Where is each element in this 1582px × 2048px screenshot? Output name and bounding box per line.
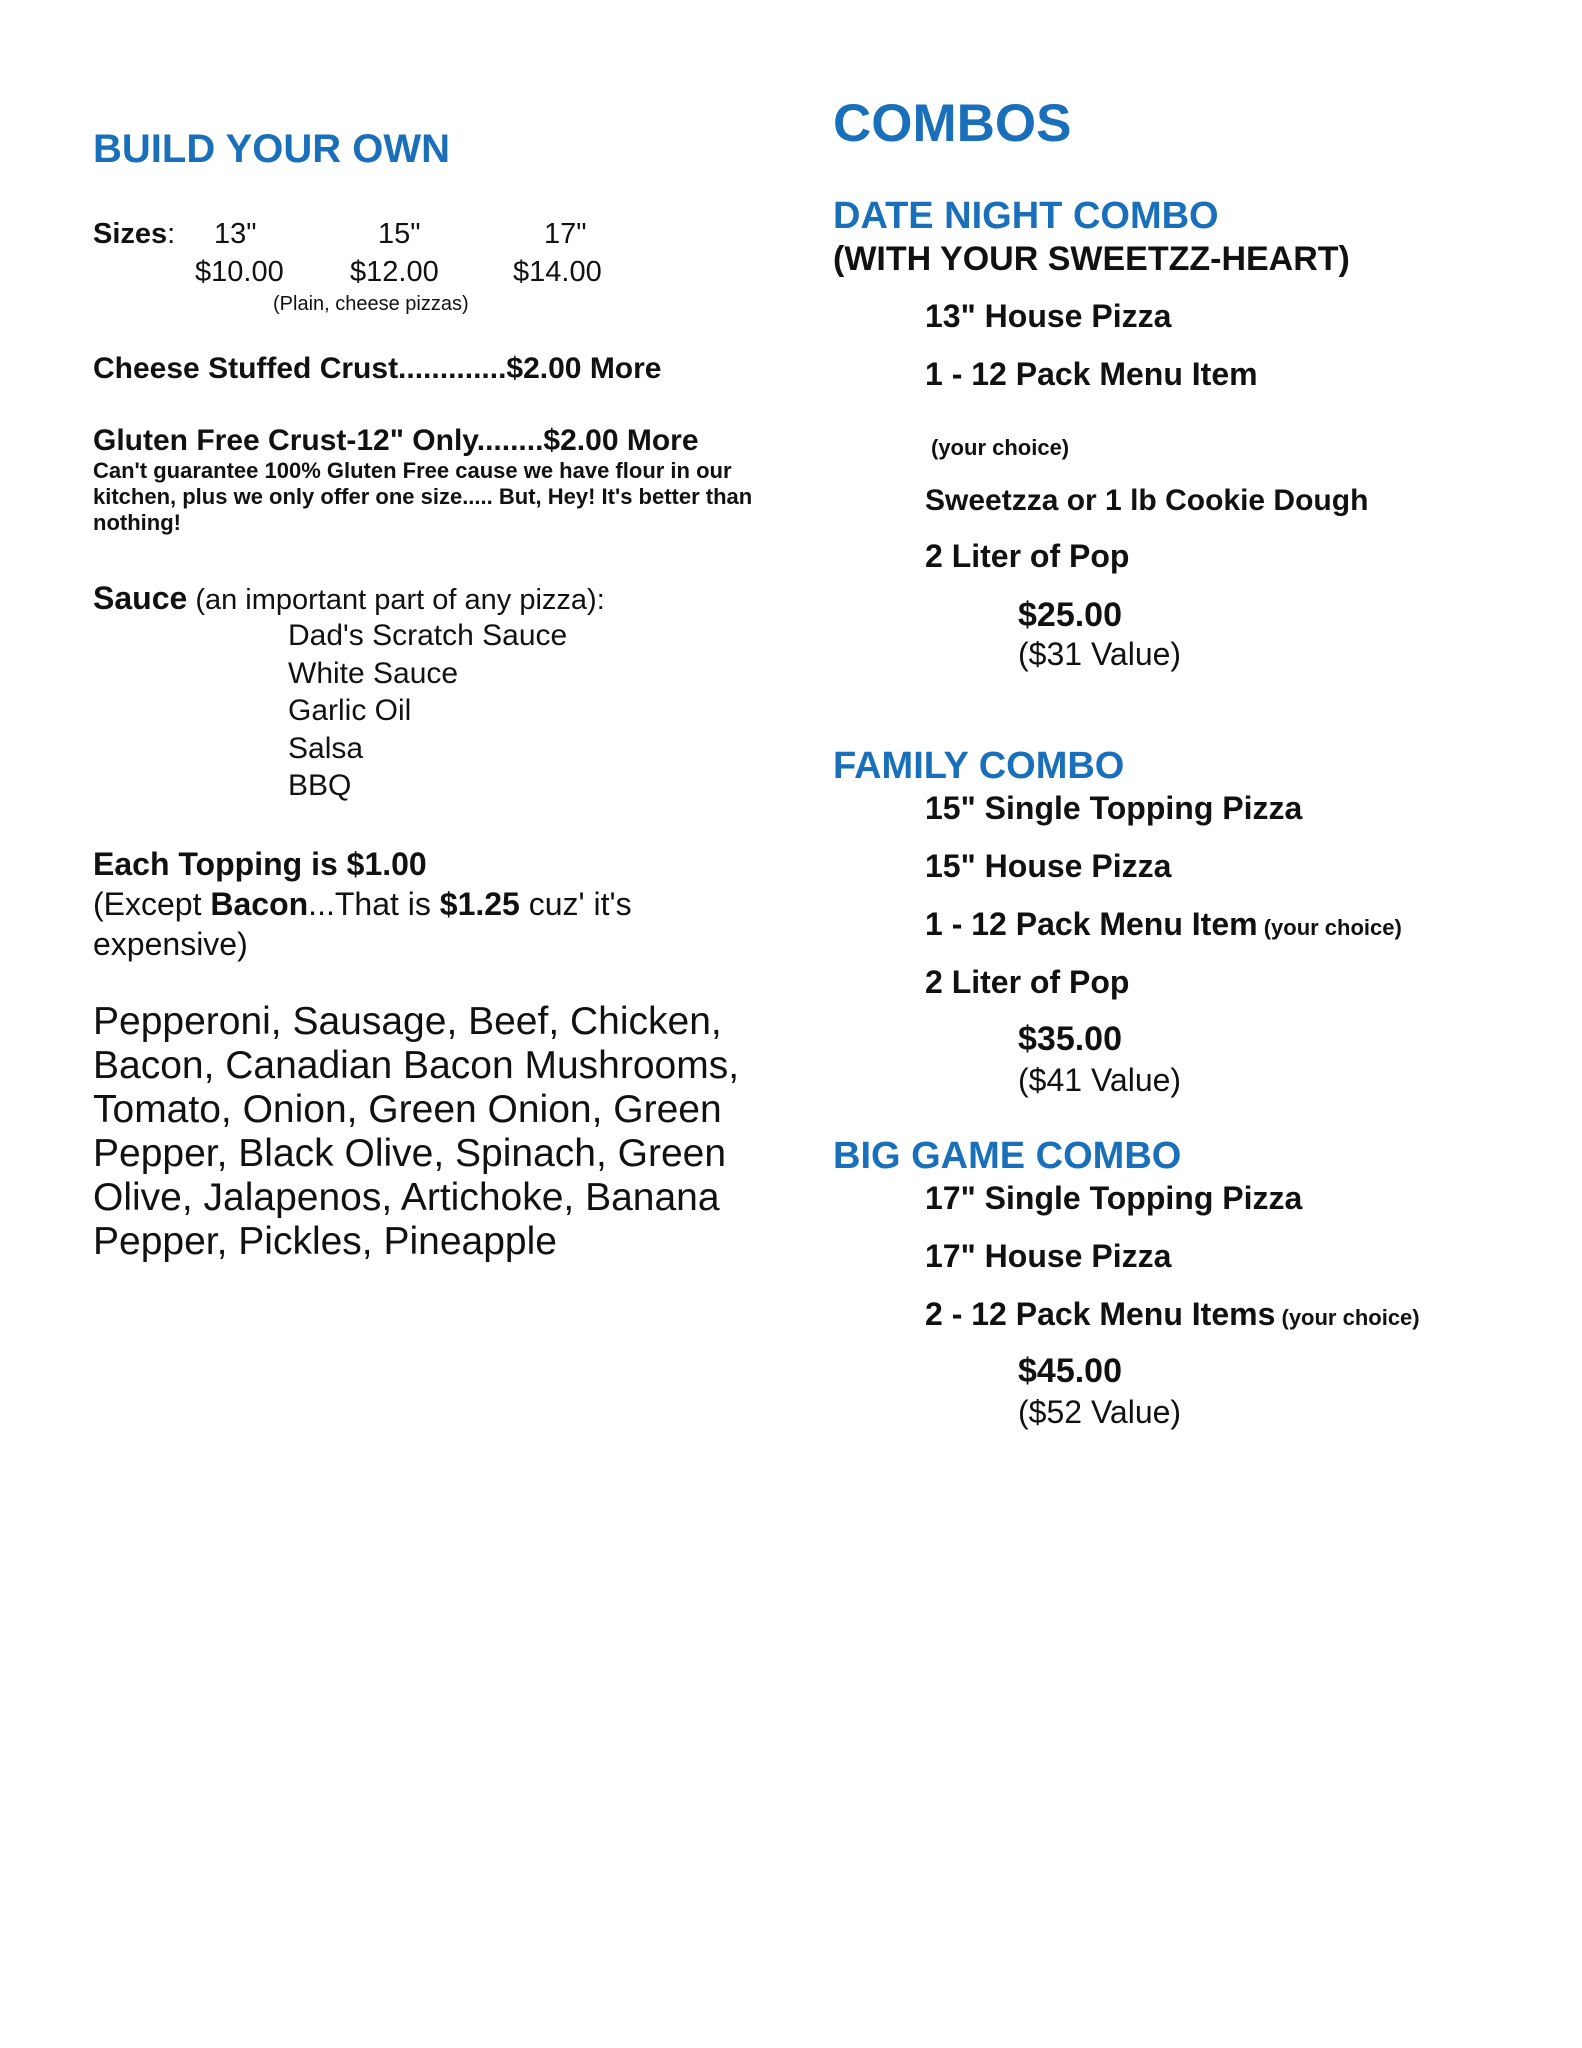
sauce-option: Garlic Oil	[288, 694, 412, 727]
family-combo-item: 15" House Pizza	[925, 848, 1172, 884]
cheese-stuffed-crust: Cheese Stuffed Crust.............$2.00 More	[93, 352, 662, 385]
date-night-subtitle: (WITH YOUR SWEETZZ-HEART)	[833, 240, 1350, 278]
size-17: 17"	[544, 218, 587, 250]
sauce-option: Dad's Scratch Sauce	[288, 619, 568, 652]
family-combo-item	[925, 906, 1402, 943]
family-combo-item: 2 Liter of Pop	[925, 964, 1130, 1000]
sizes-label: Sizes	[93, 218, 168, 250]
sizes-colon: :	[167, 218, 176, 250]
size-13: 13"	[214, 218, 257, 250]
big-game-combo-item: 17" Single Topping Pizza	[925, 1180, 1303, 1216]
toppings-list: Pepperoni, Sausage, Beef, Chicken, Bacon, Canadian Bacon Mushrooms, Tomato, Onion, Green Onion, Green Pepper, Black Olive, Spinach, Green Olive, Jalapenos, Artichoke, Banana Pepper, Pickles, Pineapple	[93, 1000, 740, 1263]
build-your-own-title: BUILD YOUR OWN	[93, 127, 451, 171]
size-15: 15"	[378, 218, 421, 250]
bacon-label: Bacon	[210, 886, 309, 922]
topping-exception-text: ...That is	[308, 886, 440, 922]
big-game-combo-item	[925, 1296, 1420, 1333]
big-game-combo-item-label: 2 - 12 Pack Menu Items	[925, 1296, 1276, 1332]
sizes-note: (Plain, cheese pizzas)	[273, 293, 469, 315]
topping-heading: Each Topping is $1.00	[93, 846, 427, 882]
big-game-combo-item: 17" House Pizza	[925, 1238, 1172, 1274]
date-night-title: DATE NIGHT COMBO	[833, 195, 1219, 237]
topping-exception-text: (Except	[93, 886, 211, 922]
family-combo-item: 15" Single Topping Pizza	[925, 790, 1303, 826]
sauce-option: Salsa	[288, 731, 364, 765]
gluten-free-disclaimer: Can't guarantee 100% Gluten Free cause we have flour in our kitchen, plus we only offer one size..... But, Hey! It's better than nothing!	[93, 458, 753, 535]
family-combo-item-note: (your choice)	[1257, 915, 1402, 940]
bacon-price: $1.25	[439, 886, 520, 922]
date-night-item: Sweetzza or 1 lb Cookie Dough	[925, 484, 1369, 517]
date-night-item: 1 - 12 Pack Menu Item	[925, 356, 1258, 392]
sizes-row	[93, 218, 175, 251]
family-combo-title: FAMILY COMBO	[833, 745, 1125, 787]
sauce-subtitle: (an important part of any pizza):	[187, 584, 605, 616]
big-game-combo-price: $45.00	[1018, 1352, 1122, 1390]
price-15: $12.00	[350, 256, 439, 288]
combos-title: COMBOS	[833, 94, 1072, 153]
price-17: $14.00	[513, 256, 602, 288]
topping-exception-line2: expensive)	[93, 926, 248, 962]
big-game-combo-value: ($52 Value)	[1018, 1394, 1182, 1430]
family-combo-item-label: 1 - 12 Pack Menu Item	[925, 906, 1258, 942]
date-night-item: 13" House Pizza	[925, 298, 1172, 334]
sauce-option: White Sauce	[288, 656, 459, 690]
big-game-combo-item-note: (your choice)	[1275, 1305, 1420, 1330]
sauce-label: Sauce	[93, 580, 188, 616]
sauce-list	[288, 617, 567, 805]
topping-exception	[93, 886, 632, 923]
date-night-item: 2 Liter of Pop	[925, 538, 1130, 574]
family-combo-price: $35.00	[1018, 1020, 1122, 1058]
price-13: $10.00	[195, 256, 284, 288]
family-combo-value: ($41 Value)	[1018, 1062, 1182, 1098]
date-night-price: $25.00	[1018, 596, 1122, 634]
topping-exception-text: cuz' it's	[519, 886, 632, 922]
sauce-option: BBQ	[288, 769, 352, 802]
big-game-combo-title: BIG GAME COMBO	[833, 1135, 1182, 1177]
gluten-free-heading: Gluten Free Crust-12" Only........$2.00 More	[93, 424, 699, 457]
sauce-heading	[93, 580, 605, 617]
date-night-item-note: (your choice)	[931, 435, 1070, 460]
date-night-value: ($31 Value)	[1018, 636, 1182, 672]
